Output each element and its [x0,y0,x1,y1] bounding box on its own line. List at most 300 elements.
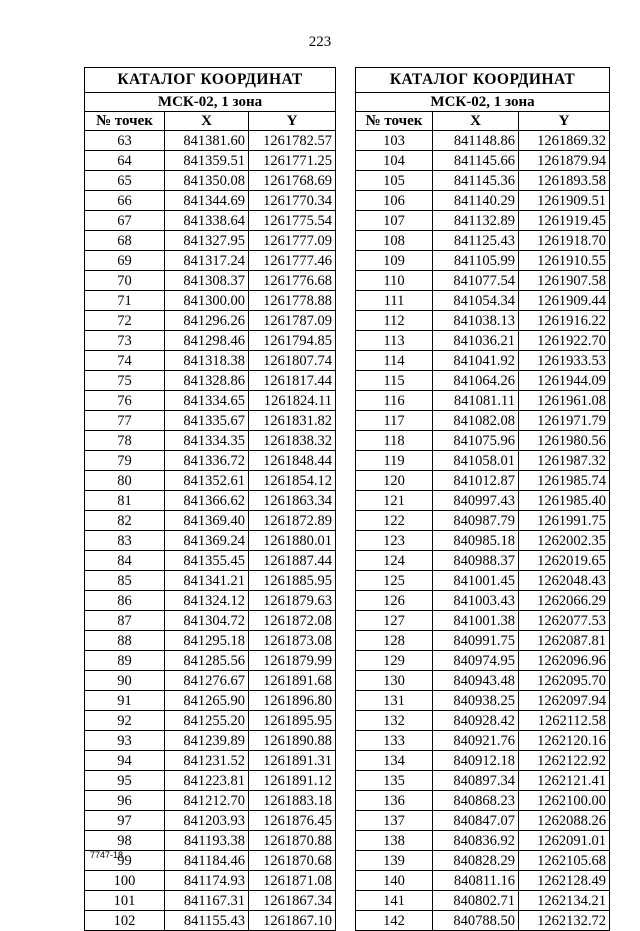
y-coordinate-cell: 1261787.09 [249,311,336,331]
y-coordinate-cell: 1261944.09 [519,371,610,391]
point-number-cell: 87 [85,611,165,631]
point-number-cell: 81 [85,491,165,511]
y-coordinate-cell: 1261916.22 [519,311,610,331]
y-coordinate-cell: 1261890.88 [249,731,336,751]
table-row [356,911,610,931]
table-row [356,551,610,571]
table-row [356,691,610,711]
table-row [356,471,610,491]
table-row [85,551,336,571]
x-coordinate-cell: 840938.25 [433,691,519,711]
point-number-cell: 123 [356,531,433,551]
point-number-cell: 114 [356,351,433,371]
x-coordinate-cell: 841132.89 [433,211,519,231]
point-number-cell: 133 [356,731,433,751]
point-number-cell: 66 [85,191,165,211]
x-coordinate-cell: 841003.43 [433,591,519,611]
point-number-cell: 104 [356,151,433,171]
point-number-cell: 135 [356,771,433,791]
y-coordinate-cell: 1261777.09 [249,231,336,251]
x-coordinate-cell: 841344.69 [165,191,249,211]
catalog-zone: МСК-02, 1 зона [85,93,336,112]
x-coordinate-cell: 841369.40 [165,511,249,531]
x-coordinate-cell: 841350.08 [165,171,249,191]
y-coordinate-cell: 1261922.70 [519,331,610,351]
table-row [85,311,336,331]
table-row [85,691,336,711]
x-coordinate-cell: 840811.16 [433,871,519,891]
x-coordinate-cell: 840921.76 [433,731,519,751]
x-coordinate-cell: 840836.92 [433,831,519,851]
table-row [85,291,336,311]
catalog-title: КАТАЛОГ КООРДИНАТ [356,68,610,93]
point-number-cell: 138 [356,831,433,851]
x-coordinate-cell: 841184.46 [165,851,249,871]
point-number-cell: 63 [85,131,165,151]
x-coordinate-cell: 841304.72 [165,611,249,631]
point-number-cell: 139 [356,851,433,871]
x-coordinate-cell: 841318.38 [165,351,249,371]
table-row [356,191,610,211]
y-coordinate-cell: 1261771.25 [249,151,336,171]
point-number-cell: 129 [356,651,433,671]
table-row [356,811,610,831]
y-coordinate-cell: 1261873.08 [249,631,336,651]
point-number-cell: 108 [356,231,433,251]
point-number-cell: 73 [85,331,165,351]
table-row [85,171,336,191]
table-row [356,151,610,171]
point-number-cell: 132 [356,711,433,731]
table-row [85,571,336,591]
table-row [85,451,336,471]
table-row [356,271,610,291]
table-row [356,531,610,551]
x-coordinate-cell: 841334.65 [165,391,249,411]
x-coordinate-cell: 841148.86 [433,131,519,151]
point-number-cell: 136 [356,791,433,811]
point-number-cell: 97 [85,811,165,831]
y-coordinate-cell: 1261876.45 [249,811,336,831]
point-number-cell: 141 [356,891,433,911]
catalog-body-right [356,131,610,931]
x-coordinate-cell: 841145.36 [433,171,519,191]
point-number-cell: 98 [85,831,165,851]
x-coordinate-cell: 841036.21 [433,331,519,351]
table-row [356,871,610,891]
point-number-cell: 91 [85,691,165,711]
x-coordinate-cell: 841054.34 [433,291,519,311]
y-coordinate-cell: 1261971.79 [519,411,610,431]
coordinate-catalog-left [84,67,336,931]
table-row [85,351,336,371]
table-row [85,811,336,831]
x-coordinate-cell: 841075.96 [433,431,519,451]
point-number-cell: 65 [85,171,165,191]
x-coordinate-cell: 841145.66 [433,151,519,171]
catalog-body-left [85,131,336,931]
table-row [356,351,610,371]
column-header-y: Y [519,112,610,131]
table-row [85,211,336,231]
point-number-cell: 111 [356,291,433,311]
point-number-cell: 107 [356,211,433,231]
x-coordinate-cell: 841285.56 [165,651,249,671]
x-coordinate-cell: 841308.37 [165,271,249,291]
x-coordinate-cell: 841359.51 [165,151,249,171]
column-header-x: X [433,112,519,131]
column-header-point: № точек [85,112,165,131]
x-coordinate-cell: 841366.62 [165,491,249,511]
point-number-cell: 94 [85,751,165,771]
point-number-cell: 121 [356,491,433,511]
table-row [85,751,336,771]
x-coordinate-cell: 841038.13 [433,311,519,331]
y-coordinate-cell: 1261985.74 [519,471,610,491]
point-number-cell: 83 [85,531,165,551]
y-coordinate-cell: 1261870.68 [249,851,336,871]
point-number-cell: 137 [356,811,433,831]
table-row [85,151,336,171]
point-number-cell: 64 [85,151,165,171]
y-coordinate-cell: 1261776.68 [249,271,336,291]
table-row [356,771,610,791]
point-number-cell: 100 [85,871,165,891]
point-number-cell: 103 [356,131,433,151]
point-number-cell: 68 [85,231,165,251]
x-coordinate-cell: 840988.37 [433,551,519,571]
table-row [85,271,336,291]
x-coordinate-cell: 841265.90 [165,691,249,711]
y-coordinate-cell: 1261807.74 [249,351,336,371]
x-coordinate-cell: 841064.26 [433,371,519,391]
table-row [356,431,610,451]
x-coordinate-cell: 841239.89 [165,731,249,751]
point-number-cell: 116 [356,391,433,411]
x-coordinate-cell: 841338.64 [165,211,249,231]
table-row [85,371,336,391]
x-coordinate-cell: 841223.81 [165,771,249,791]
table-row [85,611,336,631]
y-coordinate-cell: 1261879.63 [249,591,336,611]
table-row [85,591,336,611]
x-coordinate-cell: 841081.11 [433,391,519,411]
y-coordinate-cell: 1262112.58 [519,711,610,731]
y-coordinate-cell: 1261863.34 [249,491,336,511]
table-row [356,791,610,811]
table-row [85,891,336,911]
x-coordinate-cell: 841336.72 [165,451,249,471]
y-coordinate-cell: 1261817.44 [249,371,336,391]
y-coordinate-cell: 1261919.45 [519,211,610,231]
x-coordinate-cell: 841355.45 [165,551,249,571]
x-coordinate-cell: 841381.60 [165,131,249,151]
table-row [356,311,610,331]
x-coordinate-cell: 841012.87 [433,471,519,491]
x-coordinate-cell: 840828.29 [433,851,519,871]
point-number-cell: 74 [85,351,165,371]
table-row [356,411,610,431]
y-coordinate-cell: 1261867.10 [249,911,336,931]
y-coordinate-cell: 1262066.29 [519,591,610,611]
y-coordinate-cell: 1261870.88 [249,831,336,851]
column-header-y: Y [249,112,336,131]
point-number-cell: 78 [85,431,165,451]
table-row [356,391,610,411]
x-coordinate-cell: 840788.50 [433,911,519,931]
y-coordinate-cell: 1261907.58 [519,271,610,291]
x-coordinate-cell: 840943.48 [433,671,519,691]
x-coordinate-cell: 841140.29 [433,191,519,211]
catalog-title: КАТАЛОГ КООРДИНАТ [85,68,336,93]
y-coordinate-cell: 1261933.53 [519,351,610,371]
table-row [356,291,610,311]
y-coordinate-cell: 1262048.43 [519,571,610,591]
point-number-cell: 75 [85,371,165,391]
coordinate-catalog-right [355,67,610,931]
table-row [85,671,336,691]
table-row [356,571,610,591]
point-number-cell: 128 [356,631,433,651]
x-coordinate-cell: 840897.34 [433,771,519,791]
table-row [85,411,336,431]
point-number-cell: 77 [85,411,165,431]
y-coordinate-cell: 1261896.80 [249,691,336,711]
x-coordinate-cell: 841324.12 [165,591,249,611]
table-row [85,791,336,811]
y-coordinate-cell: 1262077.53 [519,611,610,631]
y-coordinate-cell: 1261893.58 [519,171,610,191]
table-row [356,831,610,851]
y-coordinate-cell: 1261887.44 [249,551,336,571]
point-number-cell: 119 [356,451,433,471]
y-coordinate-cell: 1261910.55 [519,251,610,271]
x-coordinate-cell: 840928.42 [433,711,519,731]
table-row [356,631,610,651]
table-row [356,651,610,671]
x-coordinate-cell: 841193.38 [165,831,249,851]
point-number-cell: 118 [356,431,433,451]
y-coordinate-cell: 1262097.94 [519,691,610,711]
y-coordinate-cell: 1262134.21 [519,891,610,911]
y-coordinate-cell: 1261891.12 [249,771,336,791]
y-coordinate-cell: 1262128.49 [519,871,610,891]
table-row [356,231,610,251]
point-number-cell: 131 [356,691,433,711]
x-coordinate-cell: 841203.93 [165,811,249,831]
y-coordinate-cell: 1261824.11 [249,391,336,411]
x-coordinate-cell: 841295.18 [165,631,249,651]
x-coordinate-cell: 840912.18 [433,751,519,771]
x-coordinate-cell: 840987.79 [433,511,519,531]
x-coordinate-cell: 841341.21 [165,571,249,591]
column-header-point: № точек [356,112,433,131]
x-coordinate-cell: 841041.92 [433,351,519,371]
table-row [356,171,610,191]
point-number-cell: 122 [356,511,433,531]
x-coordinate-cell: 840847.07 [433,811,519,831]
point-number-cell: 96 [85,791,165,811]
y-coordinate-cell: 1261778.88 [249,291,336,311]
x-coordinate-cell: 841300.00 [165,291,249,311]
x-coordinate-cell: 841155.43 [165,911,249,931]
y-coordinate-cell: 1261879.99 [249,651,336,671]
table-row [356,851,610,871]
table-row [85,531,336,551]
y-coordinate-cell: 1261918.70 [519,231,610,251]
x-coordinate-cell: 841352.61 [165,471,249,491]
y-coordinate-cell: 1261872.89 [249,511,336,531]
y-coordinate-cell: 1261987.32 [519,451,610,471]
point-number-cell: 99 [85,851,165,871]
y-coordinate-cell: 1262002.35 [519,531,610,551]
table-row [85,431,336,451]
page-number: 223 [308,34,332,50]
point-number-cell: 90 [85,671,165,691]
x-coordinate-cell: 841328.86 [165,371,249,391]
point-number-cell: 109 [356,251,433,271]
point-number-cell: 69 [85,251,165,271]
table-row [85,131,336,151]
table-row [85,231,336,251]
x-coordinate-cell: 841298.46 [165,331,249,351]
y-coordinate-cell: 1262100.00 [519,791,610,811]
point-number-cell: 112 [356,311,433,331]
point-number-cell: 93 [85,731,165,751]
y-coordinate-cell: 1261879.94 [519,151,610,171]
y-coordinate-cell: 1262095.70 [519,671,610,691]
table-row [85,831,336,851]
y-coordinate-cell: 1262121.41 [519,771,610,791]
x-coordinate-cell: 840974.95 [433,651,519,671]
table-row [85,731,336,751]
y-coordinate-cell: 1261838.32 [249,431,336,451]
y-coordinate-cell: 1262105.68 [519,851,610,871]
table-row [356,591,610,611]
table-row [356,891,610,911]
table-row [85,511,336,531]
point-number-cell: 130 [356,671,433,691]
y-coordinate-cell: 1261883.18 [249,791,336,811]
table-row [85,391,336,411]
y-coordinate-cell: 1261831.82 [249,411,336,431]
point-number-cell: 88 [85,631,165,651]
y-coordinate-cell: 1261991.75 [519,511,610,531]
table-row [85,631,336,651]
x-coordinate-cell: 841255.20 [165,711,249,731]
point-number-cell: 84 [85,551,165,571]
point-number-cell: 124 [356,551,433,571]
y-coordinate-cell: 1261895.95 [249,711,336,731]
table-row [356,451,610,471]
point-number-cell: 142 [356,911,433,931]
point-number-cell: 126 [356,591,433,611]
table-row [356,671,610,691]
column-header-x: X [165,112,249,131]
y-coordinate-cell: 1262087.81 [519,631,610,651]
point-number-cell: 115 [356,371,433,391]
point-number-cell: 105 [356,171,433,191]
y-coordinate-cell: 1261909.44 [519,291,610,311]
x-coordinate-cell: 841001.45 [433,571,519,591]
y-coordinate-cell: 1261782.57 [249,131,336,151]
point-number-cell: 86 [85,591,165,611]
y-coordinate-cell: 1261891.31 [249,751,336,771]
table-row [356,211,610,231]
point-number-cell: 120 [356,471,433,491]
table-row [356,611,610,631]
x-coordinate-cell: 841082.08 [433,411,519,431]
catalog-zone: МСК-02, 1 зона [356,93,610,112]
y-coordinate-cell: 1261909.51 [519,191,610,211]
point-number-cell: 140 [356,871,433,891]
x-coordinate-cell: 841296.26 [165,311,249,331]
y-coordinate-cell: 1262132.72 [519,911,610,931]
y-coordinate-cell: 1261872.08 [249,611,336,631]
point-number-cell: 113 [356,331,433,351]
table-row [85,471,336,491]
y-coordinate-cell: 1261794.85 [249,331,336,351]
x-coordinate-cell: 841212.70 [165,791,249,811]
point-number-cell: 92 [85,711,165,731]
point-number-cell: 82 [85,511,165,531]
point-number-cell: 85 [85,571,165,591]
table-row [85,711,336,731]
y-coordinate-cell: 1261869.32 [519,131,610,151]
y-coordinate-cell: 1262019.65 [519,551,610,571]
x-coordinate-cell: 841167.31 [165,891,249,911]
x-coordinate-cell: 841105.99 [433,251,519,271]
point-number-cell: 106 [356,191,433,211]
point-number-cell: 127 [356,611,433,631]
x-coordinate-cell: 841125.43 [433,231,519,251]
x-coordinate-cell: 841174.93 [165,871,249,891]
x-coordinate-cell: 841327.95 [165,231,249,251]
table-row [85,771,336,791]
y-coordinate-cell: 1262091.01 [519,831,610,851]
x-coordinate-cell: 840985.18 [433,531,519,551]
table-row [356,371,610,391]
y-coordinate-cell: 1261775.54 [249,211,336,231]
point-number-cell: 101 [85,891,165,911]
y-coordinate-cell: 1262122.92 [519,751,610,771]
x-coordinate-cell: 841276.67 [165,671,249,691]
point-number-cell: 110 [356,271,433,291]
y-coordinate-cell: 1261854.12 [249,471,336,491]
x-coordinate-cell: 840802.71 [433,891,519,911]
table-row [85,491,336,511]
y-coordinate-cell: 1261848.44 [249,451,336,471]
table-row [356,131,610,151]
point-number-cell: 95 [85,771,165,791]
point-number-cell: 72 [85,311,165,331]
point-number-cell: 70 [85,271,165,291]
x-coordinate-cell: 840991.75 [433,631,519,651]
point-number-cell: 134 [356,751,433,771]
table-row [356,731,610,751]
y-coordinate-cell: 1262120.16 [519,731,610,751]
y-coordinate-cell: 1261777.46 [249,251,336,271]
table-row [356,751,610,771]
x-coordinate-cell: 841317.24 [165,251,249,271]
x-coordinate-cell: 841335.67 [165,411,249,431]
y-coordinate-cell: 1261885.95 [249,571,336,591]
document-code: 7747-18 [90,850,124,860]
table-row [356,251,610,271]
point-number-cell: 79 [85,451,165,471]
table-row [356,711,610,731]
y-coordinate-cell: 1261867.34 [249,891,336,911]
